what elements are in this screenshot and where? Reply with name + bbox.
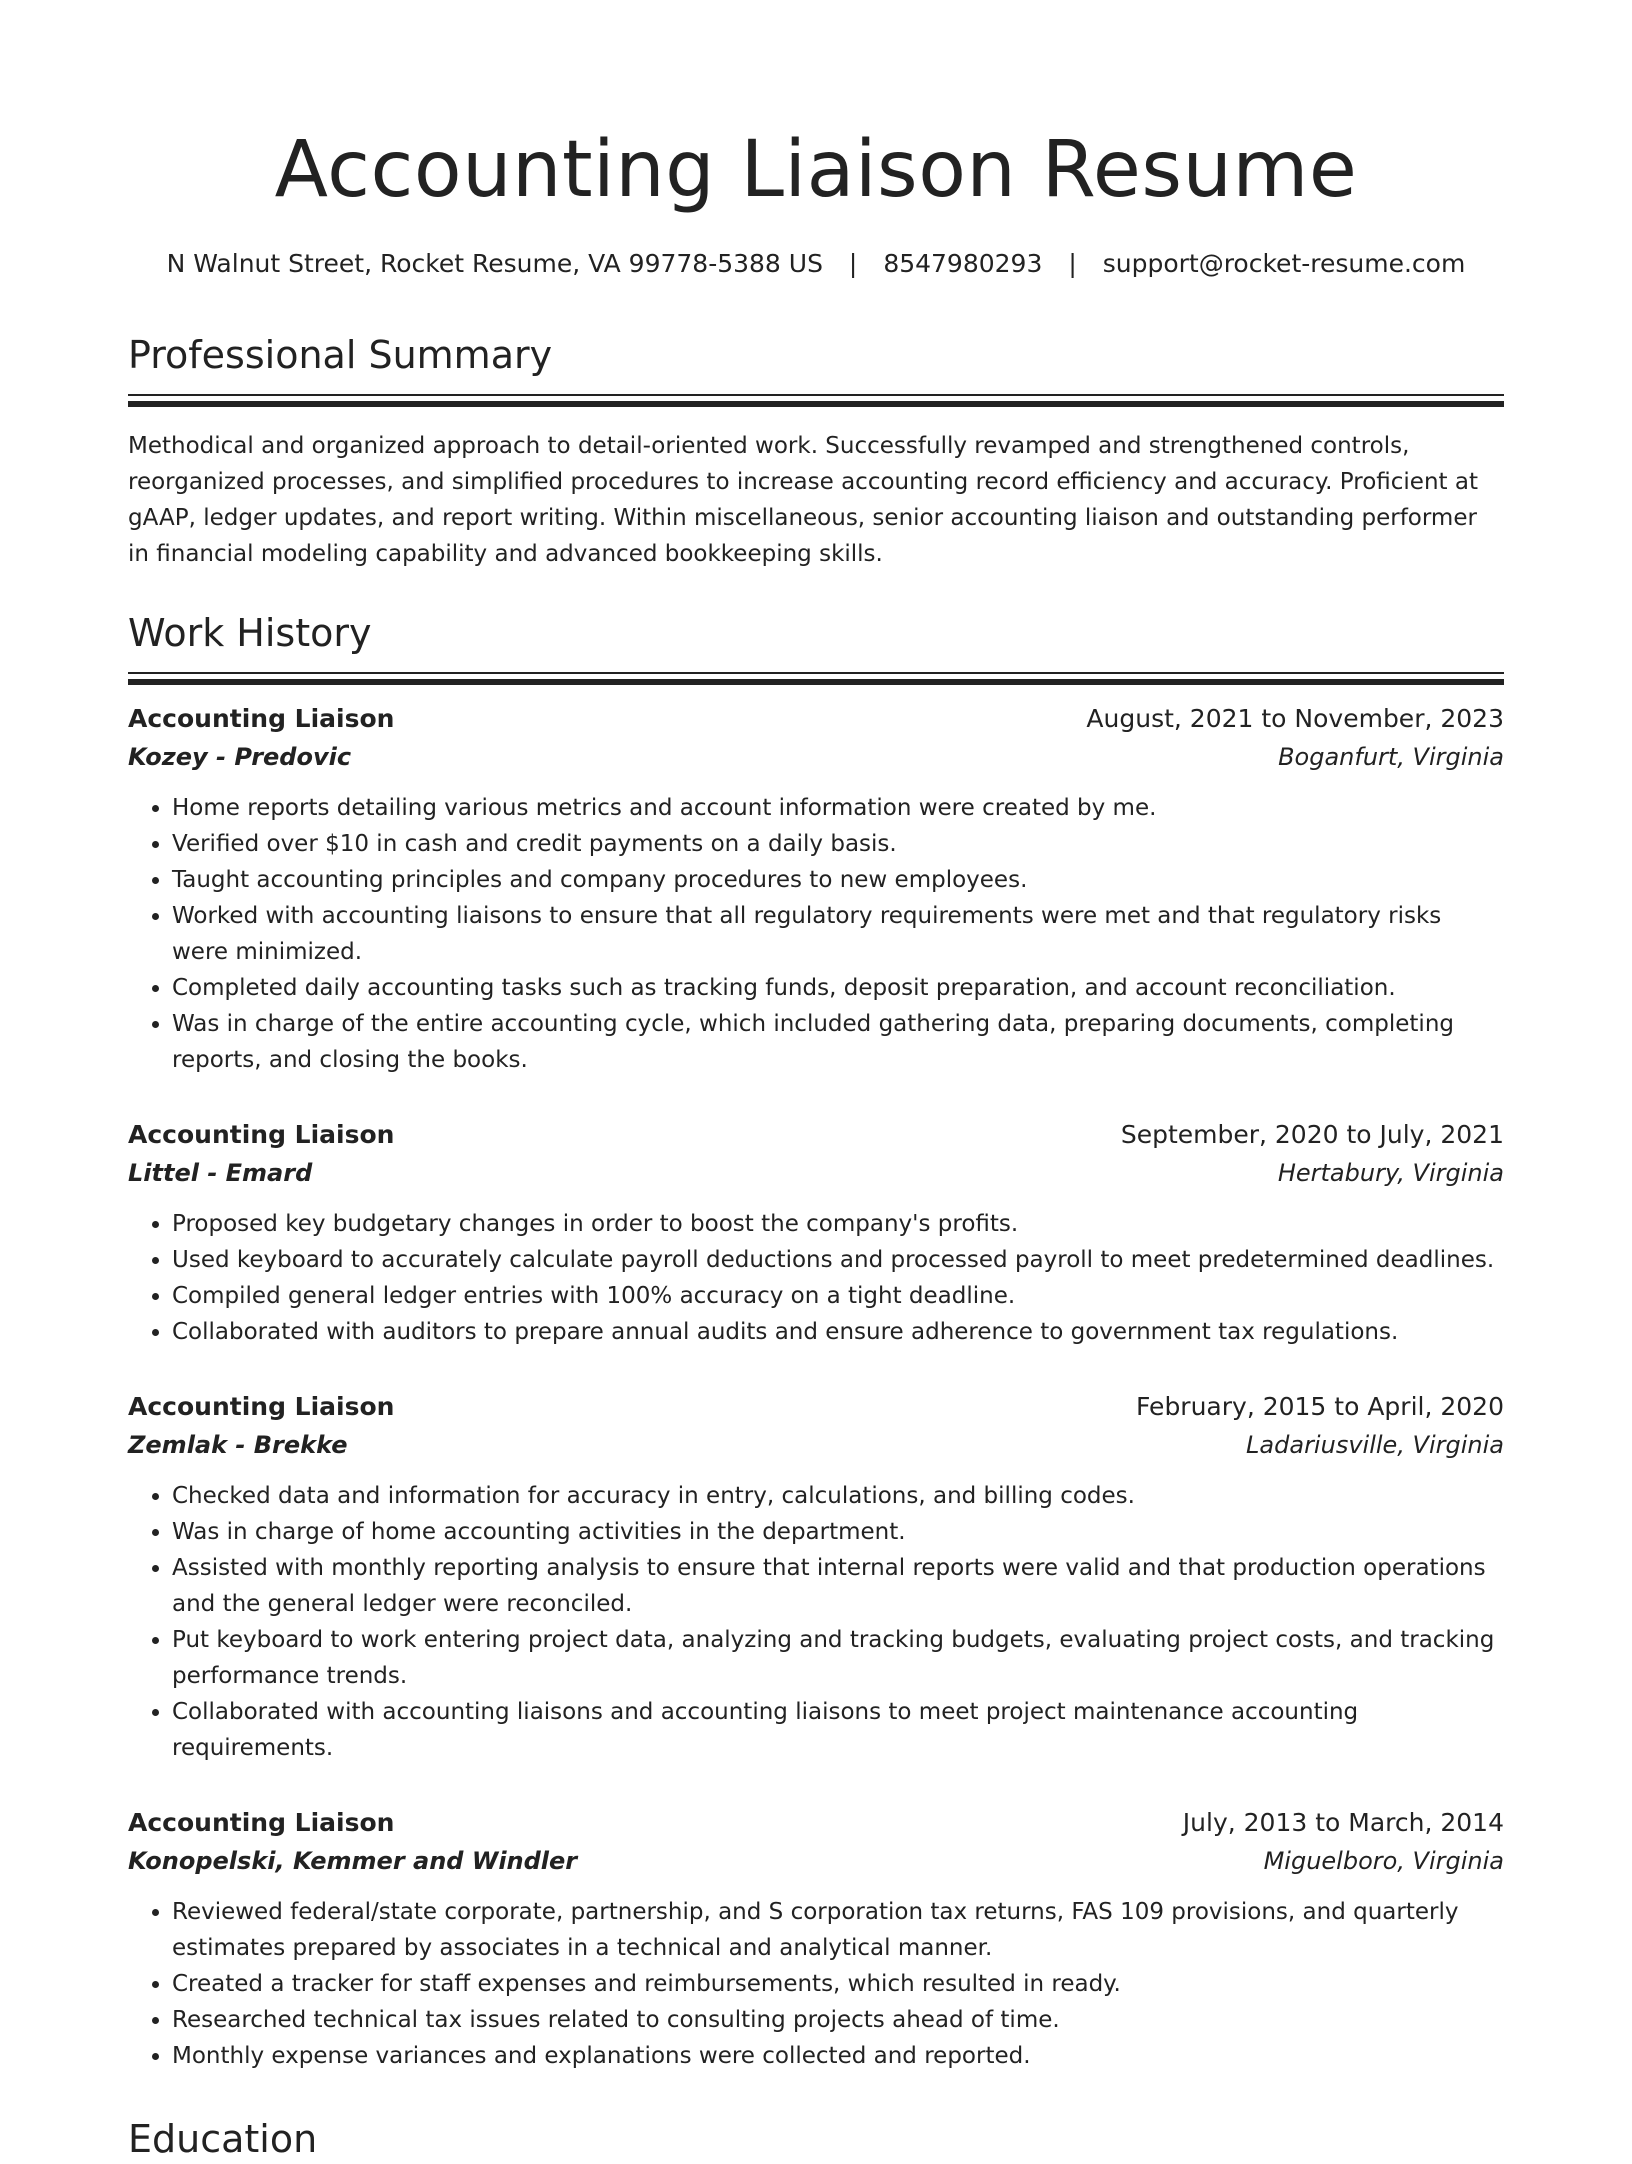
job-dates: September, 2020 to July, 2021 (1120, 1120, 1504, 1149)
contact-separator: | (848, 249, 858, 278)
job-bullet: • Proposed key budgetary changes in order to boost the company's profits. (172, 1206, 1504, 1242)
section-title-work: Work History (128, 611, 372, 655)
job-company: Kozey - Predovic (128, 743, 352, 771)
job-entry (128, 700, 1504, 1078)
job-bullets (128, 1894, 1504, 2074)
job-bullet: • Compiled general ledger entries with 100% accuracy on a tight deadline. (172, 1278, 1504, 1314)
job-bullet: • Worked with accounting liaisons to ensure that all regulatory requirements were met and that regulatory risks were minimized. (172, 898, 1504, 970)
job-dates: July, 2013 to March, 2014 (1182, 1808, 1504, 1837)
job-bullet: • Home reports detailing various metrics and account information were created by me. (172, 790, 1504, 826)
job-bullet: • Reviewed federal/state corporate, partnership, and S corporation tax returns, FAS 109 provisions, and quarterly estimates prepared by associates in a technical and analytical manner. (172, 1894, 1504, 1966)
job-company: Zemlak - Brekke (128, 1431, 348, 1459)
job-bullets (128, 1206, 1504, 1350)
section-divider (128, 394, 1504, 404)
job-bullet: • Collaborated with accounting liaisons and accounting liaisons to meet project maintenance accounting requirements. (172, 1694, 1504, 1766)
job-title: Accounting Liaison (128, 704, 395, 733)
job-bullets (128, 790, 1504, 1078)
job-bullets (128, 1478, 1504, 1766)
education-section (128, 2114, 1504, 2164)
job-location: Hertabury, Virginia (1277, 1159, 1504, 1187)
job-entry (128, 1116, 1504, 1350)
job-company: Littel - Emard (128, 1159, 313, 1187)
work-history-section (128, 608, 1504, 2074)
job-location: Miguelboro, Virginia (1263, 1847, 1504, 1875)
job-bullet: • Completed daily accounting tasks such as tracking funds, deposit preparation, and account reconciliation. (172, 970, 1504, 1006)
job-bullet: • Used keyboard to accurately calculate payroll deductions and processed payroll to meet predetermined deadlines. (172, 1242, 1504, 1278)
contact-phone: 8547980293 (883, 249, 1043, 278)
job-bullet: • Created a tracker for staff expenses and reimbursements, which resulted in ready. (172, 1966, 1504, 2002)
job-bullet: • Taught accounting principles and company procedures to new employees. (172, 862, 1504, 898)
contact-email[interactable]: support@rocket-resume.com (1102, 249, 1466, 278)
section-title-education: Education (128, 2117, 318, 2161)
professional-summary-section (128, 330, 1504, 572)
job-bullet: • Collaborated with auditors to prepare annual audits and ensure adherence to government tax regulations. (172, 1314, 1504, 1350)
contact-separator: | (1068, 249, 1077, 278)
job-bullet: • Checked data and information for accuracy in entry, calculations, and billing codes. (172, 1478, 1504, 1514)
job-dates: February, 2015 to April, 2020 (1136, 1392, 1504, 1421)
contact-address: N Walnut Street, Rocket Resume, VA 99778-5388 US (166, 249, 823, 278)
job-bullet: • Researched technical tax issues related to consulting projects ahead of time. (172, 2002, 1504, 2038)
job-title: Accounting Liaison (128, 1392, 395, 1421)
job-bullet: • Was in charge of the entire accounting cycle, which included gathering data, preparing documents, completing reports, and closing the books. (172, 1006, 1504, 1078)
contact-line (128, 246, 1504, 282)
resume-title: Accounting Liaison Resume (274, 125, 1358, 215)
job-dates: August, 2021 to November, 2023 (1086, 704, 1504, 733)
job-bullet: • Monthly expense variances and explanations were collected and reported. (172, 2038, 1504, 2074)
job-location: Boganfurt, Virginia (1278, 743, 1504, 771)
job-bullet: • Assisted with monthly reporting analysis to ensure that internal reports were valid and that production operations and the general ledger were reconciled. (172, 1550, 1504, 1622)
job-bullet: • Was in charge of home accounting activities in the department. (172, 1514, 1504, 1550)
summary-text: Methodical and organized approach to detail-oriented work. Successfully revamped and strengthened controls, reorganized processes, and simplified procedures to increase accounting record efficiency and accuracy. Proficient at gAAP, ledger updates, and report writing. Within miscellaneous, senior accounting liaison and outstanding performer in financial modeling capability and advanced bookkeeping skills. (128, 433, 1478, 567)
job-location: Ladariusville, Virginia (1246, 1431, 1504, 1459)
section-divider (128, 672, 1504, 682)
job-entry (128, 1388, 1504, 1766)
job-entry (128, 1804, 1504, 2074)
job-bullet: • Verified over $10 in cash and credit payments on a daily basis. (172, 826, 1504, 862)
section-title-summary: Professional Summary (128, 333, 553, 377)
job-title: Accounting Liaison (128, 1120, 395, 1149)
job-title: Accounting Liaison (128, 1808, 395, 1837)
job-company: Konopelski, Kemmer and Windler (128, 1847, 578, 1875)
job-bullet: • Put keyboard to work entering project data, analyzing and tracking budgets, evaluating project costs, and tracking performance trends. (172, 1622, 1504, 1694)
